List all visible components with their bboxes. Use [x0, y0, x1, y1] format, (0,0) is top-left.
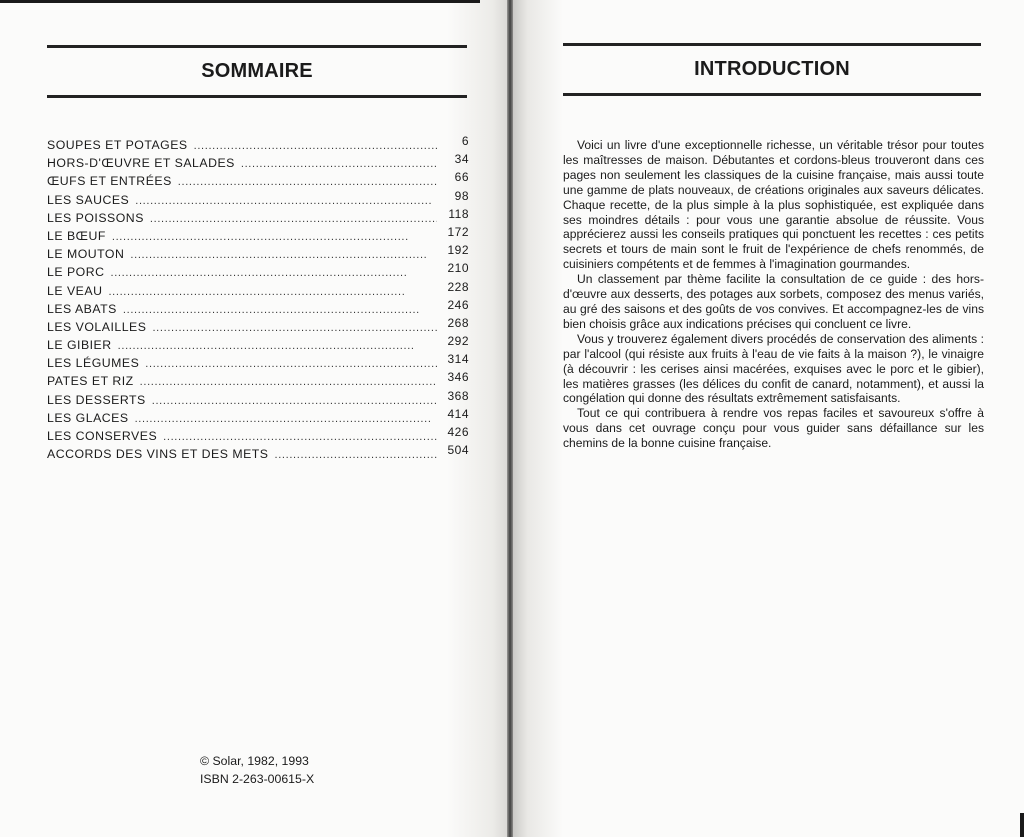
top-edge-shadow: [0, 0, 480, 3]
intro-paragraph: Tout ce qui contribuera à rendre vos repas faciles et savoureux s'offre à vous dans cet ouvrage conçu pour vous guider sans défaillance sur les chemins de la bonne cuisine française.: [563, 406, 984, 451]
book-gutter: [507, 0, 513, 837]
toc-entry: [47, 388, 469, 411]
toc-entry: [47, 425, 469, 447]
toc-entry-label: LE VEAU: [47, 283, 103, 298]
toc-entry-page-number: 426: [447, 425, 469, 439]
toc-entry-page-number: 504: [447, 443, 469, 458]
toc-dot-leader: [111, 267, 438, 279]
toc-entry-label: LES CONSERVES: [47, 429, 158, 443]
toc-entry-page-number: 314: [447, 352, 469, 367]
toc-entry-label: LE GIBIER: [47, 338, 112, 353]
introduction-text: [563, 138, 984, 451]
toc-entry-label: ŒUFS ET ENTRÉES: [47, 174, 172, 189]
intro-rule-bottom: [563, 93, 981, 96]
toc-entry-label: LES ABATS: [47, 301, 117, 316]
page-edge-mark: [1020, 813, 1024, 837]
toc-dot-leader: [130, 249, 437, 261]
toc-entry-page-number: 368: [447, 388, 469, 403]
imprint-block: [200, 752, 380, 788]
toc-dot-leader: [118, 340, 437, 352]
page-title-introduction: INTRODUCTION: [694, 58, 850, 80]
toc-entry: [47, 152, 469, 174]
toc-dot-leader: [135, 413, 437, 425]
toc-dot-leader: [275, 449, 438, 461]
toc-entry-page-number: 292: [447, 334, 469, 349]
toc-dot-leader: [140, 376, 437, 388]
toc-entry: [47, 224, 469, 247]
toc-entry: [47, 297, 469, 320]
intro-paragraph: Un classement par thème facilite la consultation de ce guide : des hors-d'œuvre aux desserts, des potages aux sorbets, composez des menus variés, au gré des saisons et des goûts de vos convives. Et accompagnez-les de vins bien choisis grâce aux indications précises qui concluent ce livre.: [563, 272, 984, 331]
toc-entry: [47, 261, 469, 283]
toc-entry-label: LES DESSERTS: [47, 392, 146, 407]
title-rule-top: [47, 45, 467, 48]
toc-entry: [47, 134, 469, 156]
intro-paragraph: Voici un livre d'une exceptionnelle richesse, un véritable trésor pour toutes les maîtresses de maison. Débutantes et cordons-bleus trouveront dans ces pages non seulement les classiques de la cuisine française, mais aussi toute une gamme de plats nouveaux, de créations originales aux saveurs délicates. Chaque recette, de la plus simple à la plus sophistiquée, est expliquée dans ses moindres détails : pour vous une garantie absolue de réussite. Vous apprécierez aussi les conseils pratiques qui ponctuent les recettes : ces petits secrets et tours de main sont le fruit de l'expérience de chefs renommés, de cuisiniers compétents et de femmes à l'imagination gourmandes.: [563, 138, 984, 272]
toc-dot-leader: [145, 358, 437, 370]
toc-entry-label: HORS-D'ŒUVRE ET SALADES: [47, 156, 235, 171]
toc-dot-leader: [241, 158, 437, 170]
toc-entry-label: LES GLACES: [47, 410, 129, 425]
toc-entry-page-number: 228: [447, 279, 469, 294]
toc-entry: [47, 170, 469, 192]
toc-dot-leader: [163, 431, 437, 443]
toc-entry-page-number: 34: [454, 152, 469, 167]
toc-entry: [47, 315, 469, 338]
table-of-contents: [47, 134, 469, 465]
toc-entry-page-number: 210: [447, 261, 469, 276]
toc-entry-label: LES LÉGUMES: [47, 356, 140, 371]
toc-dot-leader: [135, 195, 437, 207]
toc-entry-label: ACCORDS DES VINS ET DES METS: [47, 447, 269, 462]
copyright-line: © Solar, 1982, 1993: [200, 754, 309, 768]
toc-entry-page-number: 246: [447, 297, 469, 312]
toc-entry-page-number: 118: [448, 206, 469, 221]
toc-entry-page-number: 98: [454, 188, 469, 203]
toc-entry-label: LE BŒUF: [47, 228, 106, 243]
toc-entry: [47, 206, 469, 229]
toc-entry: [47, 279, 469, 302]
intro-rule-top: [563, 43, 981, 46]
toc-dot-leader: [150, 213, 437, 225]
toc-entry-page-number: 268: [447, 315, 469, 330]
toc-entry-label: LES POISSONS: [47, 210, 144, 225]
page-title-sommaire: SOMMAIRE: [201, 60, 313, 82]
toc-entry-label: LES SAUCES: [47, 192, 130, 207]
toc-entry-label: LE MOUTON: [47, 247, 125, 262]
toc-dot-leader: [108, 286, 437, 298]
intro-paragraph: Vous y trouverez également divers procédés de conservation des aliments : par l'alcool (qui résiste aux fruits à l'eau de vie faits à la maison ?), le vinaigre (à découvrir : les cerises ainsi macérées, exquises avec le porc et le gibier), les matières grasses (les délices du confit de canard, notamment), et aussi la congélation qui donne des résultats extrêmement satisfaisants.: [563, 331, 984, 406]
toc-entry: [47, 443, 469, 465]
toc-entry-page-number: 192: [447, 243, 469, 258]
toc-entry: [47, 406, 469, 429]
toc-entry-page-number: 66: [454, 170, 469, 185]
toc-entry-label: LES VOLAILLES: [47, 319, 147, 334]
toc-dot-leader: [152, 322, 437, 334]
toc-entry-page-number: 346: [447, 370, 469, 385]
toc-entry: [47, 370, 469, 392]
toc-entry-label: PATES ET RIZ: [47, 374, 134, 389]
toc-dot-leader: [123, 304, 437, 316]
toc-dot-leader: [152, 395, 437, 407]
toc-entry-label: SOUPES ET POTAGES: [47, 138, 188, 152]
toc-entry: [47, 352, 469, 374]
toc-entry-label: LE PORC: [47, 265, 105, 280]
toc-dot-leader: [194, 140, 437, 152]
toc-entry: [47, 188, 469, 211]
toc-entry-page-number: 172: [447, 224, 469, 239]
toc-dot-leader: [178, 176, 437, 188]
toc-entry: [47, 334, 469, 356]
toc-entry-page-number: 414: [447, 406, 469, 421]
toc-entry: [47, 243, 469, 265]
title-rule-bottom: [47, 95, 467, 98]
toc-dot-leader: [112, 231, 437, 243]
isbn-line: ISBN 2-263-00615-X: [200, 772, 315, 786]
toc-entry-page-number: 6: [461, 134, 469, 148]
